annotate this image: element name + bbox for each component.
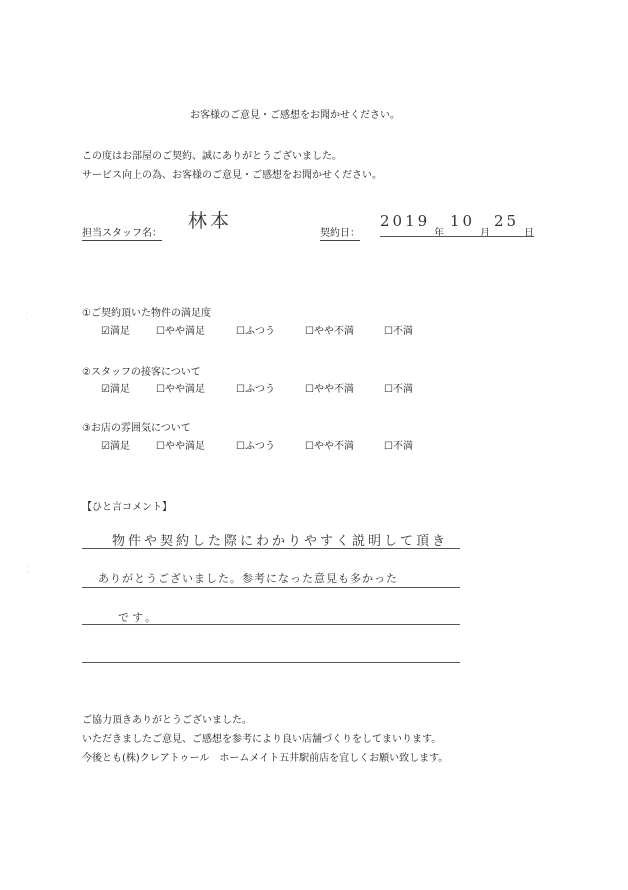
option-satisfied[interactable]: ☑満足 bbox=[101, 326, 130, 337]
option-dissatisfied[interactable]: ☐不満 bbox=[384, 384, 413, 395]
closing-line-2: いただきましたご意見、ご感想を参考により良い店舗づくりをしてまいります。 bbox=[82, 734, 442, 745]
contract-day: 25 bbox=[494, 212, 520, 230]
comment-rule-1 bbox=[82, 548, 460, 549]
checkbox-icon: ☐ bbox=[305, 326, 314, 337]
closing-line-3: 今後とも(株)クレアトゥール ホームメイト五井駅前店を宜しくお願い致します。 bbox=[82, 753, 449, 764]
page-title: お客様のご意見・ご感想をお聞かせください。 bbox=[190, 110, 400, 121]
comment-header: 【ひと言コメント】 bbox=[82, 502, 172, 513]
contract-year: 2019 bbox=[380, 212, 431, 230]
checkbox-icon: ☐ bbox=[156, 384, 165, 395]
date-underline bbox=[380, 236, 534, 237]
checkbox-icon: ☐ bbox=[305, 441, 314, 452]
staff-label: 担当スタッフ名： bbox=[82, 224, 162, 241]
comment-rule-3 bbox=[82, 624, 460, 625]
option-neutral[interactable]: ☐ふつう bbox=[236, 441, 275, 452]
comment-rule-2 bbox=[82, 587, 460, 588]
checkbox-icon: ☐ bbox=[156, 326, 165, 337]
intro-line-1: この度はお部屋のご契約、誠にありがとうございました。 bbox=[82, 151, 342, 162]
closing-line-1: ご協力頂きありがとうございました。 bbox=[82, 715, 252, 726]
option-satisfied[interactable]: ☑満足 bbox=[101, 441, 130, 452]
option-neutral[interactable]: ☐ふつう bbox=[236, 326, 275, 337]
option-satisfied[interactable]: ☑満足 bbox=[101, 384, 130, 395]
option-somewhat-satisfied[interactable]: ☐やや満足 bbox=[156, 441, 205, 452]
checkbox-checked-icon: ☑ bbox=[101, 441, 110, 452]
comment-line-1: 物件や契約した際にわかりやすく説明して頂き bbox=[112, 534, 449, 549]
scan-mark-icon: ⁚ bbox=[26, 312, 29, 322]
checkbox-icon: ☐ bbox=[236, 384, 245, 395]
checkbox-icon: ☐ bbox=[305, 384, 314, 395]
checkbox-icon: ☐ bbox=[384, 326, 393, 337]
option-somewhat-dissatisfied[interactable]: ☐やや不満 bbox=[305, 441, 354, 452]
checkbox-icon: ☐ bbox=[384, 384, 393, 395]
question-3-label: ③お店の雰囲気について bbox=[82, 423, 191, 434]
staff-name: 林本 bbox=[188, 210, 233, 232]
option-somewhat-dissatisfied[interactable]: ☐やや不満 bbox=[305, 326, 354, 337]
year-unit: 年 bbox=[434, 228, 444, 239]
option-somewhat-satisfied[interactable]: ☐やや満足 bbox=[156, 384, 205, 395]
option-dissatisfied[interactable]: ☐不満 bbox=[384, 441, 413, 452]
contract-date-label: 契約日： bbox=[320, 224, 360, 241]
option-somewhat-dissatisfied[interactable]: ☐やや不満 bbox=[305, 384, 354, 395]
checkbox-icon: ☐ bbox=[384, 441, 393, 452]
option-neutral[interactable]: ☐ふつう bbox=[236, 384, 275, 395]
contract-month: 10 bbox=[450, 212, 476, 230]
comment-rule-4 bbox=[82, 662, 460, 663]
intro-line-2: サービス向上の為、お客様のご意見・ご感想をお聞かせください。 bbox=[82, 170, 382, 181]
option-dissatisfied[interactable]: ☐不満 bbox=[384, 326, 413, 337]
day-unit: 日 bbox=[524, 228, 534, 239]
option-somewhat-satisfied[interactable]: ☐やや満足 bbox=[156, 326, 205, 337]
checkbox-icon: ☐ bbox=[236, 441, 245, 452]
month-unit: 月 bbox=[480, 228, 490, 239]
checkbox-checked-icon: ☑ bbox=[101, 326, 110, 337]
question-1-label: ①ご契約頂いた物件の満足度 bbox=[82, 308, 211, 319]
comment-line-2: ありがとうございました。参考になった意見も多かった bbox=[98, 572, 398, 585]
comment-line-3: です。 bbox=[118, 611, 160, 624]
checkbox-icon: ☐ bbox=[236, 326, 245, 337]
scan-mark-icon: ⁚ bbox=[26, 566, 29, 576]
checkbox-checked-icon: ☑ bbox=[101, 384, 110, 395]
question-2-label: ②スタッフの接客について bbox=[82, 367, 201, 378]
checkbox-icon: ☐ bbox=[156, 441, 165, 452]
